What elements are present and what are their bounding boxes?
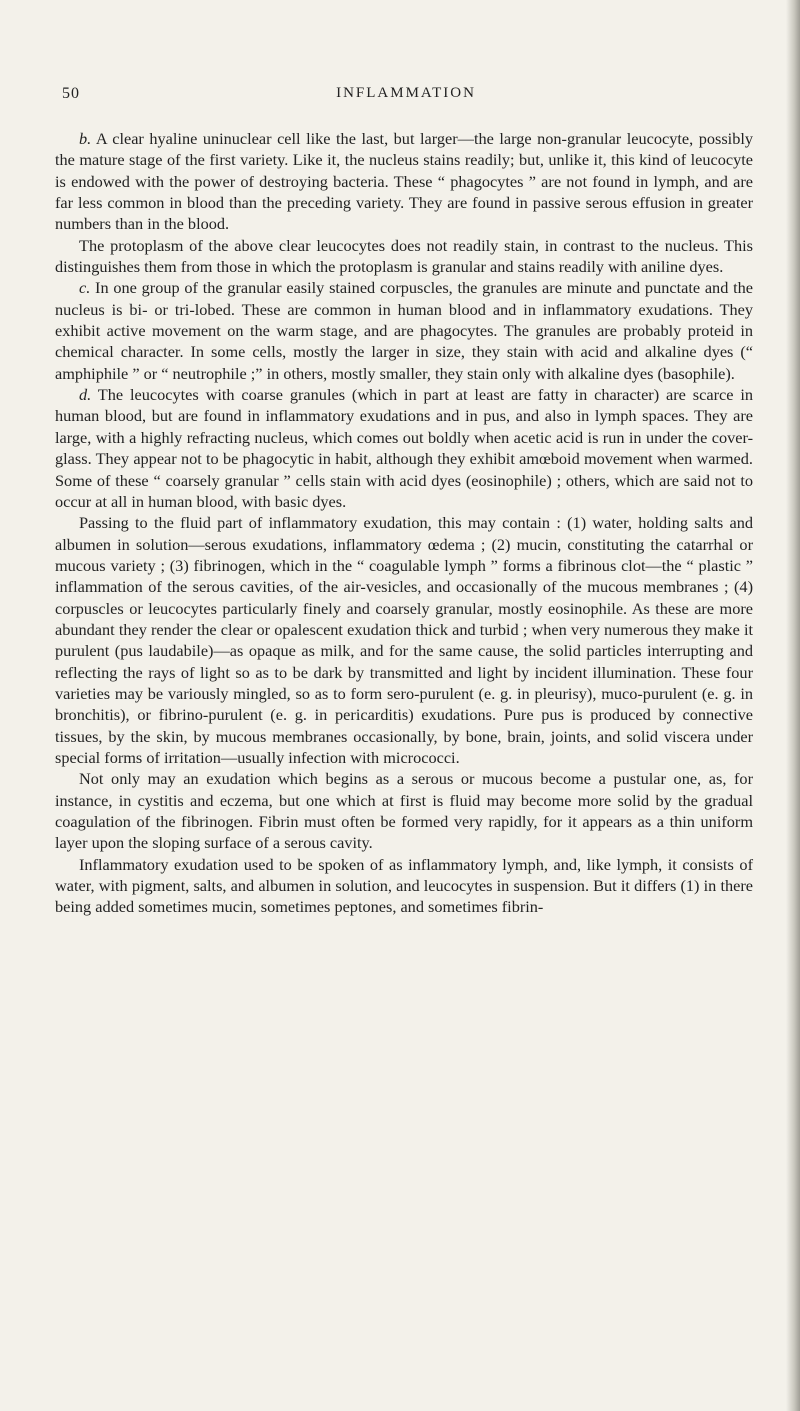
paragraph-text: A clear hyaline uninuclear cell like the last, but larger—the large non-granular leucocyte, possibly the mature stage of the first variety. Like it, the nucleus stains readily; but, unlike it, this kind of leucocyte is endowed with the power of destroying bacteria. These “ phagocytes ” are not found in lymph, and are far less common in blood than the preceding variety. They are found in passive serous effusion in greater numbers than in the blood. [55,129,753,234]
paragraph-exudation-change [55,768,753,853]
paragraph-d [55,384,753,512]
paragraph-text: In one group of the granular easily stained corpuscles, the granules are minute and punctate and the nucleus is bi- or tri-lobed. These are common in human blood and in inflammatory exudations. They exhibit active movement on the warm stage, and are phagocytes. The granules are probably proteid in chemical character. In some cells, mostly the larger in size, they stain with acid and alkaline dyes (“ amphiphile ” or “ neutrophile ;” in others, mostly smaller, they stain only with alkaline dyes (basophile). [55,278,753,383]
running-title: INFLAMMATION [336,85,476,101]
page-header [62,85,750,109]
paragraph-fluid-part [55,512,753,768]
page-number: 50 [62,85,80,102]
paragraph-inflammatory-lymph [55,854,753,918]
paragraph-protoplasm [55,235,753,278]
paragraph-lead: c. [79,278,91,298]
paragraph-text: The protoplasm of the above clear leucocytes does not readily stain, in contrast to the nucleus. This distinguishes them from those in which the protoplasm is granular and stains readily with aniline dyes. [55,235,753,277]
page-edge-shadow [786,0,800,1411]
paragraph-text: Inflammatory exudation used to be spoken of as inflammatory lymph, and, like lymph, it consists of water, with pigment, salts, and albumen in solution, and leucocytes in suspension. But it differs (1) in there being added sometimes mucin, sometimes peptones, and sometimes fibrin- [55,854,753,917]
paragraph-text: The leucocytes with coarse granules (which in part at least are fatty in character) are scarce in human blood, but are found in inflammatory exudations and in pus, and also in lymph spaces. They are large, with a highly refracting nucleus, which comes out boldly when acetic acid is run in under the cover-glass. They appear not to be phagocytic in habit, although they exhibit amœboid movement when warmed. Some of these “ coarsely granular ” cells stain with acid dyes (eosinophile) ; others, which are said not to occur at all in human blood, with basic dyes. [55,385,753,511]
body-text [55,128,753,918]
paragraph-text: Not only may an exudation which begins as a serous or mucous become a pustular one, as, for instance, in cystitis and eczema, but one which at first is fluid may become more solid by the gradual coagulation of the fibrinogen. Fibrin must often be formed very rapidly, for it appears as a thin uniform layer upon the sloping surface of a serous cavity. [55,769,753,853]
paragraph-b [55,128,753,235]
paragraph-c [55,277,753,384]
paragraph-lead: b. [79,129,92,148]
paragraph-lead: d. [79,385,92,405]
paragraph-text: Passing to the fluid part of inflammatory exudation, this may contain : (1) water, holding salts and albumen in solution—serous exudations, inflammatory œdema ; (2) mucin, constituting the catarrhal or mucous variety ; (3) fibrinogen, which in the “ coagulable lymph ” forms a fibrinous clot—the “ plastic ” inflammation of the serous cavities, of the air-vesicles, and occasionally of the mucous membranes ; (4) corpuscles or leucocytes particularly finely and coarsely granular, mostly eosinophile. As these are more abundant they render the clear or opalescent exudation thick and turbid ; when very numerous they make it purulent (pus laudabile)—as opaque as milk, and for the same cause, the solid particles interrupting and reflecting the rays of light so as to be dark by transmitted and light by incident illumination. These four varieties may be variously mingled, so as to form sero-purulent (e. g. in pleurisy), muco-purulent (e. g. in bronchitis), or fibrino-purulent (e. g. in pericarditis) exudations. Pure pus is produced by connective tissues, by the skin, by mucous membranes occasionally, by bone, brain, joints, and solid viscera under special forms of irritation—usually infection with micrococci. [55,513,753,767]
